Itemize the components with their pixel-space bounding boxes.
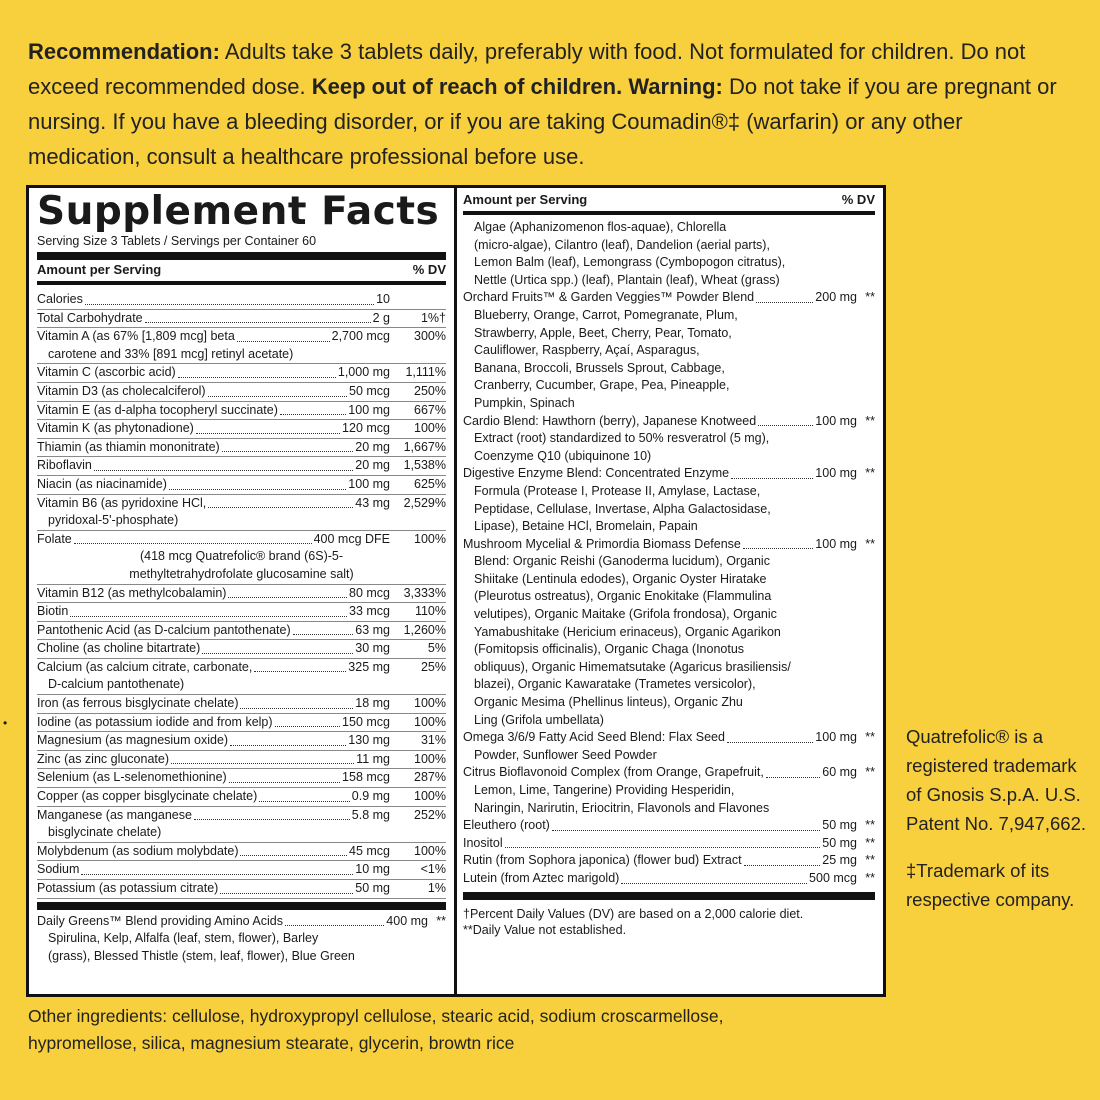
nutrient-row <box>37 585 446 603</box>
nutrient-name: Iron (as ferrous bisglycinate chelate) <box>37 696 239 711</box>
nutrient-name: Calories <box>37 292 83 306</box>
trademark-note: ‡Trademark of its respective company. <box>906 860 1075 910</box>
nutrient-detail: bisglycinate chelate) <box>48 825 162 840</box>
blend-detail: Cauliflower, Raspberry, Açaí, Asparagus, <box>474 343 700 358</box>
nutrient-name: Vitamin B6 (as pyridoxine HCl, <box>37 495 207 510</box>
nutrient-row <box>37 476 446 494</box>
nutrient-amount: 20 mg <box>355 458 390 473</box>
nutrient-name: Citrus Bioflavonoid Complex (from Orange, Grapefruit, <box>463 765 764 780</box>
nutrient-row <box>463 835 875 853</box>
nutrient-name: Rutin (from Sophora japonica) (flower bud) Extract <box>463 853 742 868</box>
nutrient-name: Mushroom Mycelial & Primordia Biomass Defense <box>463 536 741 551</box>
nutrient-item <box>37 622 446 641</box>
nutrient-item <box>37 714 446 733</box>
nutrient-amount: 60 mg <box>822 765 857 780</box>
blend-detail: Nettle (Urtica spp.) (leaf), Plantain (leaf), Wheat (grass) <box>474 272 780 287</box>
nutrient-detail: (grass), Blessed Thistle (stem, leaf, flower), Blue Green <box>48 948 355 963</box>
nutrient-amount: 120 mcg <box>342 421 390 436</box>
blend-item <box>463 852 875 870</box>
nutrient-name: Eleuthero (root) <box>463 818 550 833</box>
nutrient-dv: 1,538% <box>403 458 446 473</box>
dv-header: % DV <box>412 262 446 277</box>
nutrient-amount: 80 mcg <box>349 585 390 600</box>
nutrient-row <box>37 383 446 401</box>
nutrient-amount: 43 mg <box>355 495 390 510</box>
nutrient-row <box>37 495 446 513</box>
blend-detail: Strawberry, Apple, Beet, Cherry, Pear, Tomato, <box>474 325 732 340</box>
keep-away-label: Keep out of reach of children. <box>311 74 623 99</box>
nutrient-dv: ** <box>865 536 875 551</box>
nutrient-row <box>463 465 875 483</box>
blend-detail: Lemon Balm (leaf), Lemongrass (Cymbopogon citratus), <box>474 255 786 270</box>
nutrient-row <box>37 420 446 438</box>
nutrient-dv: 25% <box>420 659 446 674</box>
nutrient-detail: methyltetrahydrofolate glucosamine salt) <box>129 566 354 581</box>
nutrient-name: Omega 3/6/9 Fatty Acid Seed Blend: Flax Seed <box>463 730 725 745</box>
nutrient-amount: 25 mg <box>822 853 857 868</box>
nutrient-dv: ** <box>865 466 875 481</box>
nutrient-name: Calcium (as calcium citrate, carbonate, <box>37 659 253 674</box>
nutrient-amount: 100 mg <box>815 413 857 428</box>
nutrient-dv: 625% <box>414 476 446 491</box>
nutrient-name: Vitamin C (ascorbic acid) <box>37 365 176 380</box>
nutrient-item <box>37 457 446 476</box>
nutrient-detail: (418 mcg Quatrefolic® brand (6S)-5- <box>139 549 344 564</box>
nutrient-amount: 400 mg <box>386 913 428 928</box>
nutrient-row <box>37 751 446 769</box>
nutrient-amount: 1,000 mg <box>337 365 390 380</box>
nutrient-row <box>463 852 875 870</box>
nutrient-detail: carotene and 33% [891 mcg] retinyl acetate) <box>48 346 294 361</box>
nutrient-amount: 18 mg <box>355 696 390 711</box>
warning-body: Do not take if you are pregnant or nursing. If you have a bleeding disorder, or if you are taking Coumadin®‡ (warfarin) or any other medication, consult a healthcare professional before use. <box>28 74 1057 169</box>
nutrient-item <box>37 695 446 714</box>
blend-item <box>463 465 875 535</box>
blend-item <box>463 413 875 466</box>
facts-title: Supplement Facts <box>37 189 440 234</box>
nutrient-row <box>37 714 446 732</box>
nutrient-row <box>463 729 875 747</box>
nutrient-dv: ** <box>865 413 875 428</box>
blend-item <box>463 219 875 289</box>
nutrient-name: Potassium (as potassium citrate) <box>37 881 219 895</box>
quatrefolic-note: Quatrefolic® is a registered trademark of Gnosis S.p.A. U.S. Patent No. 7,947,662. <box>906 726 1086 834</box>
nutrient-item <box>37 383 446 402</box>
nutrient-row <box>37 531 446 549</box>
supplement-facts-panel <box>26 185 886 997</box>
nutrient-dv: 667% <box>414 402 446 417</box>
nutrient-name: Thiamin (as thiamin mononitrate) <box>37 439 220 454</box>
facts-left-column <box>29 188 457 994</box>
nutrient-item <box>37 476 446 495</box>
nutrient-dv: ** <box>865 818 875 833</box>
nutrient-item <box>37 531 446 585</box>
stray-mark: • <box>3 716 8 730</box>
nutrient-name: Zinc (as zinc gluconate) <box>37 751 170 766</box>
nutrient-dv: 110% <box>414 604 446 619</box>
left-nutrient-list <box>37 285 446 899</box>
nutrient-dv: 1%† <box>420 310 446 325</box>
blend-item <box>463 764 875 817</box>
nutrient-dv: 1,111% <box>405 365 446 380</box>
nutrient-dv: 1,260% <box>403 622 446 637</box>
greens-block <box>37 913 446 966</box>
nutrient-amount: 100 mg <box>348 402 390 417</box>
nutrient-row <box>37 659 446 677</box>
nutrient-item <box>37 364 446 383</box>
nutrient-row <box>37 913 446 931</box>
blend-detail: velutipes), Organic Maitake (Grifola frondosa), Organic <box>474 607 777 622</box>
divider <box>463 892 875 900</box>
right-nutrient-list <box>463 215 875 888</box>
nutrient-amount: 11 mg <box>356 751 390 766</box>
nutrient-dv: ** <box>865 870 875 885</box>
nutrient-item <box>37 880 446 899</box>
nutrient-name: Digestive Enzyme Blend: Concentrated Enzyme <box>463 466 730 481</box>
nutrient-amount: 400 mcg DFE <box>313 531 390 546</box>
nutrient-row <box>463 870 875 888</box>
blend-detail: Banana, Broccoli, Brussels Sprout, Cabbage, <box>474 360 725 375</box>
nutrient-row <box>37 880 446 898</box>
nutrient-row <box>37 843 446 861</box>
blend-detail: Powder, Sunflower Seed Powder <box>474 747 657 762</box>
nutrient-row <box>37 622 446 640</box>
amount-header: Amount per Serving <box>463 192 588 207</box>
blend-detail: Lipase), Betaine HCl, Bromelain, Papain <box>474 519 698 534</box>
nutrient-item <box>37 807 446 843</box>
nutrient-item <box>37 495 446 531</box>
nutrient-amount: 50 mg <box>822 818 857 833</box>
nutrient-row <box>463 764 875 782</box>
nutrient-row <box>463 536 875 554</box>
nutrient-amount: 100 mg <box>815 730 857 745</box>
nutrient-dv: 31% <box>420 733 446 748</box>
nutrient-item <box>37 585 446 604</box>
nutrient-row <box>37 603 446 621</box>
blend-detail: Naringin, Narirutin, Eriocitrin, Flavonols and Flavones <box>474 800 770 815</box>
nutrient-row <box>37 439 446 457</box>
blend-detail: Blend: Organic Reishi (Ganoderma lucidum), Organic <box>474 554 770 569</box>
blend-detail: obliquus), Organic Himematsutake (Agaricus brasiliensis/ <box>474 659 791 674</box>
nutrient-item <box>37 751 446 770</box>
nutrient-dv: 100% <box>414 421 446 436</box>
warning-label: Warning: <box>622 74 723 99</box>
nutrient-name: Vitamin D3 (as cholecalciferol) <box>37 383 206 398</box>
nutrient-name: Biotin <box>37 604 69 619</box>
nutrient-dv: ** <box>865 730 875 745</box>
nutrient-amount: 200 mg <box>815 290 857 305</box>
blend-detail: Lemon, Lime, Tangerine) Providing Hesperidin, <box>474 783 735 797</box>
nutrient-detail: pyridoxal-5'-phosphate) <box>48 513 179 528</box>
blend-detail: Yamabushitake (Hericium erinaceus), Organic Agarikon <box>474 624 781 639</box>
blend-detail: Coenzyme Q10 (ubiquinone 10) <box>474 448 652 463</box>
nutrient-amount: 100 mg <box>348 476 390 491</box>
blend-item <box>463 817 875 835</box>
blend-detail: blazei), Organic Kawaratake (Trametes versicolor), <box>474 677 756 692</box>
facts-right-column <box>457 188 883 994</box>
nutrient-item <box>37 640 446 659</box>
nutrient-dv: 2,529% <box>403 495 446 510</box>
nutrient-name: Folate <box>37 531 72 546</box>
nutrient-row <box>37 640 446 658</box>
side-notes <box>906 722 1086 914</box>
nutrient-name: Manganese (as manganese <box>37 807 192 822</box>
nutrient-row <box>37 328 446 346</box>
nutrient-item <box>37 843 446 862</box>
nutrient-item <box>37 732 446 751</box>
nutrient-amount: 158 mcg <box>342 770 390 785</box>
nutrient-row <box>463 817 875 835</box>
nutrient-name: Riboflavin <box>37 458 92 473</box>
nutrient-amount: 5.8 mg <box>351 807 390 822</box>
nutrient-dv: ** <box>865 835 875 850</box>
amount-header: Amount per Serving <box>37 262 162 277</box>
nutrient-row <box>37 457 446 475</box>
nutrient-amount: 33 mcg <box>349 604 390 619</box>
dv-header: % DV <box>841 192 875 207</box>
nutrient-name: Pantothenic Acid (as D-calcium pantothenate) <box>37 622 291 637</box>
nutrient-dv: 250% <box>414 383 446 398</box>
nutrient-dv: 100% <box>414 531 446 546</box>
nutrient-name: Lutein (from Aztec marigold) <box>463 870 620 885</box>
nutrient-item <box>37 439 446 458</box>
nutrient-dv: 100% <box>414 696 446 711</box>
nutrient-name: Vitamin E (as d-alpha tocopheryl succinate) <box>37 402 278 417</box>
nutrient-row <box>37 769 446 787</box>
nutrient-name: Daily Greens™ Blend providing Amino Acids <box>37 913 283 928</box>
footnote-percent: †Percent Daily Values (DV) are based on a 2,000 calorie diet. <box>463 906 804 921</box>
nutrient-item <box>37 402 446 421</box>
nutrient-name: Total Carbohydrate <box>37 310 143 325</box>
nutrient-name: Vitamin A (as 67% [1,809 mcg] beta <box>37 329 235 344</box>
nutrient-amount: 325 mg <box>348 659 390 674</box>
nutrient-name: Cardio Blend: Hawthorn (berry), Japanese Knotweed <box>463 413 757 428</box>
nutrient-name: Iodine (as potassium iodide and from kelp) <box>37 714 273 729</box>
nutrient-dv: 3,333% <box>403 585 446 600</box>
nutrient-dv: 5% <box>427 641 446 656</box>
blend-item <box>463 729 875 764</box>
nutrient-row <box>37 310 446 328</box>
nutrient-amount: 20 mg <box>355 439 390 454</box>
nutrient-item <box>37 420 446 439</box>
nutrient-amount: 50 mcg <box>349 383 390 398</box>
blend-detail: (Fomitopsis officinalis), Organic Chaga (Inonotus <box>474 642 745 657</box>
nutrient-dv: ** <box>865 765 875 780</box>
recommendation-body: Adults take 3 tablets daily, preferably with food. Not formulated for children. Do not exceed recommended dose. <box>28 39 1026 99</box>
blend-detail: Blueberry, Orange, Carrot, Pomegranate, Plum, <box>474 307 738 322</box>
other-ingredients: Other ingredients: cellulose, hydroxypropyl cellulose, stearic acid, sodium croscarmellose, hypromellose, silica, magnesium stearate, glycerin, browtn rice <box>28 1006 724 1053</box>
blend-detail: (Pleurotus ostreatus), Organic Enokitake (Flammulina <box>474 589 772 604</box>
nutrient-dv: ** <box>865 290 875 305</box>
nutrient-amount: 50 mg <box>355 881 390 895</box>
nutrient-amount: 100 mg <box>815 466 857 481</box>
blend-item <box>463 870 875 888</box>
nutrient-row <box>37 695 446 713</box>
nutrient-name: Copper (as copper bisglycinate chelate) <box>37 789 258 804</box>
nutrient-item <box>37 769 446 788</box>
nutrient-detail: Spirulina, Kelp, Alfalfa (leaf, stem, flower), Barley <box>48 931 319 946</box>
nutrient-dv: 287% <box>414 770 446 785</box>
blend-detail: Pumpkin, Spinach <box>474 395 575 410</box>
footnote-daily-value: **Daily Value not established. <box>463 922 627 937</box>
blend-detail: Ling (Grifola umbellata) <box>474 712 604 727</box>
nutrient-dv: 300% <box>414 329 446 344</box>
blend-detail: Shiitake (Lentinula edodes), Organic Oyster Hiratake <box>474 571 767 586</box>
nutrient-name: Magnesium (as magnesium oxide) <box>37 733 229 748</box>
nutrient-dv: 252% <box>414 807 446 822</box>
nutrient-row <box>37 364 446 382</box>
nutrient-amount: 150 mcg <box>342 714 390 729</box>
blend-detail: Formula (Protease I, Protease II, Amylase, Lactase, <box>474 483 761 498</box>
nutrient-row <box>37 861 446 879</box>
nutrient-amount: 50 mg <box>822 835 857 850</box>
left-header <box>37 260 446 285</box>
blend-item <box>463 289 875 412</box>
recommendation-text <box>28 34 1078 174</box>
nutrient-dv: 100% <box>414 789 446 804</box>
nutrient-name: Choline (as choline bitartrate) <box>37 641 201 656</box>
nutrient-name: Niacin (as niacinamide) <box>37 476 167 491</box>
nutrient-item <box>37 788 446 807</box>
nutrient-row <box>37 732 446 750</box>
nutrient-name: Molybdenum (as sodium molybdate) <box>37 843 239 858</box>
nutrient-detail: D-calcium pantothenate) <box>48 677 185 692</box>
nutrient-name: Selenium (as L-selenomethionine) <box>37 770 227 785</box>
nutrient-amount: 2 g <box>372 310 390 325</box>
nutrient-amount: 130 mg <box>348 733 390 748</box>
nutrient-row <box>463 289 875 307</box>
serving-info: Serving Size 3 Tablets / Servings per Container 60 <box>37 234 446 260</box>
nutrient-dv: 100% <box>414 714 446 729</box>
nutrient-row <box>37 402 446 420</box>
nutrient-amount: 500 mcg <box>809 870 857 885</box>
nutrient-amount: 10 mg <box>355 862 390 877</box>
nutrient-dv: 1% <box>427 881 446 895</box>
nutrient-dv: 1,667% <box>403 439 446 454</box>
nutrient-name: Inositol <box>463 835 503 850</box>
nutrient-row <box>37 788 446 806</box>
right-header <box>463 188 875 215</box>
nutrient-dv: ** <box>436 913 446 928</box>
blend-item <box>463 536 875 730</box>
nutrient-amount: 0.9 mg <box>351 789 390 804</box>
blend-detail: Cranberry, Cucumber, Grape, Pea, Pineapple, <box>474 378 730 393</box>
blend-detail: (micro-algae), Cilantro (leaf), Dandelion (aerial parts), <box>474 237 770 252</box>
nutrient-item <box>37 328 446 364</box>
nutrient-dv: 100% <box>414 751 446 766</box>
nutrient-amount: 30 mg <box>355 641 390 656</box>
nutrient-row <box>37 291 446 309</box>
nutrient-name: Sodium <box>37 862 80 877</box>
nutrient-item <box>37 861 446 880</box>
nutrient-row <box>37 807 446 825</box>
nutrient-row <box>463 413 875 431</box>
nutrient-amount: 2,700 mcg <box>331 329 390 344</box>
nutrient-item <box>37 603 446 622</box>
blend-item <box>463 835 875 853</box>
nutrient-item <box>37 659 446 695</box>
divider <box>37 902 446 910</box>
nutrient-amount: 100 mg <box>815 536 857 551</box>
blend-detail: Algae (Aphanizomenon flos-aquae), Chlorella <box>474 220 727 234</box>
blend-detail: Peptidase, Cellulase, Invertase, Alpha Galactosidase, <box>474 501 771 516</box>
nutrient-name: Vitamin B12 (as methylcobalamin) <box>37 585 227 600</box>
nutrient-name: Orchard Fruits™ & Garden Veggies™ Powder Blend <box>463 290 755 305</box>
nutrient-amount: 45 mcg <box>349 843 390 858</box>
blend-detail: Organic Mesima (Phellinus linteus), Organic Zhu <box>474 695 743 710</box>
nutrient-amount: 63 mg <box>355 622 390 637</box>
recommendation-label: Recommendation: <box>28 39 220 64</box>
nutrient-name: Vitamin K (as phytonadione) <box>37 421 194 436</box>
nutrient-amount: 10 <box>376 292 390 306</box>
nutrient-item <box>37 310 446 329</box>
nutrient-dv: <1% <box>420 862 446 877</box>
nutrient-dv: 100% <box>414 843 446 858</box>
blend-detail: Extract (root) standardized to 50% resveratrol (5 mg), <box>474 431 770 446</box>
nutrient-dv: ** <box>865 853 875 868</box>
nutrient-item <box>37 291 446 310</box>
